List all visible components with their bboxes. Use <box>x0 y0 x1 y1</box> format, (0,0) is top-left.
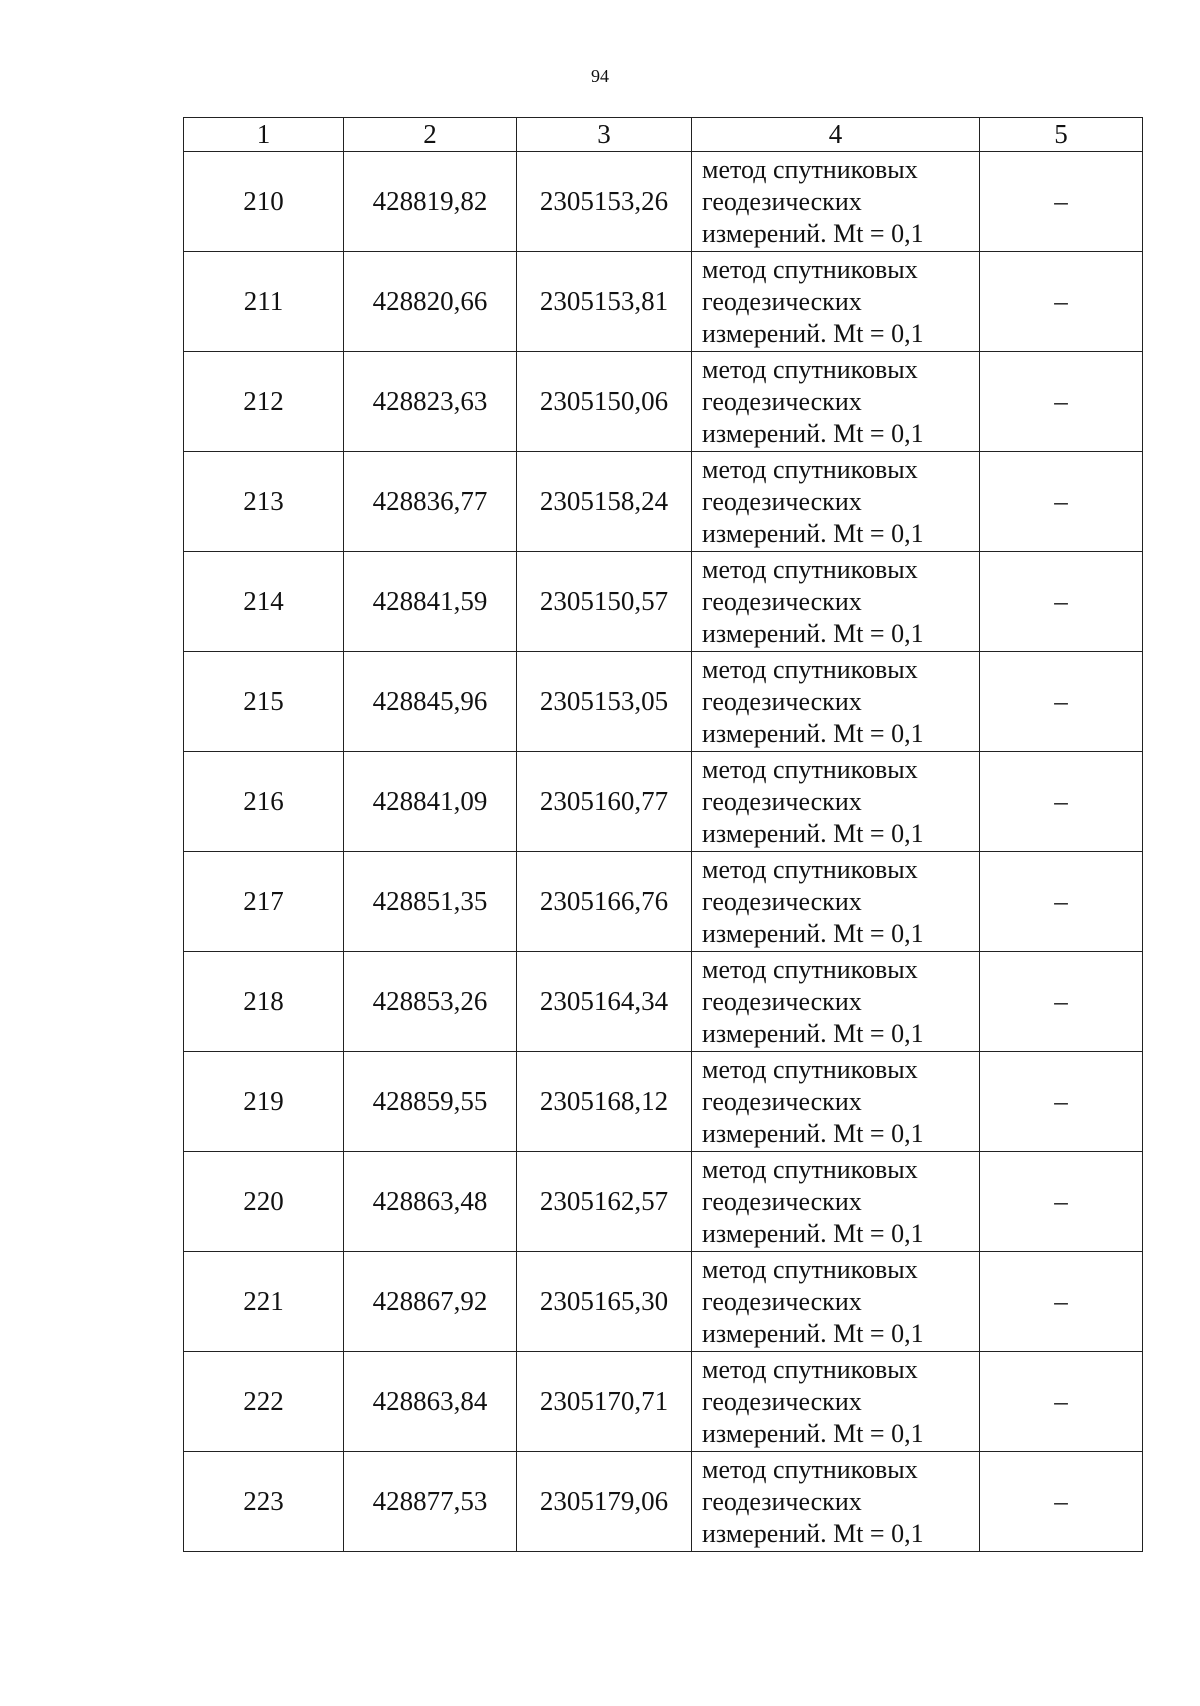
page-number: 94 <box>591 66 609 86</box>
method-line: метод спутниковых <box>702 1154 918 1184</box>
method-line: геодезических <box>702 986 862 1016</box>
point-number-cell: 219 <box>184 1052 344 1152</box>
method-line: измерений. Mt = 0,1 <box>702 1118 924 1148</box>
method-line: метод спутниковых <box>702 554 918 584</box>
point-number-cell: 216 <box>184 752 344 852</box>
method-line: геодезических <box>702 586 862 616</box>
method-cell <box>692 1152 980 1252</box>
note-cell: – <box>980 352 1143 452</box>
method-cell <box>692 452 980 552</box>
method-cell <box>692 652 980 752</box>
note-cell: – <box>980 252 1143 352</box>
x-coordinate-cell: 428867,92 <box>344 1252 517 1352</box>
point-number-cell: 222 <box>184 1352 344 1452</box>
point-number-cell: 223 <box>184 1452 344 1552</box>
point-number-cell: 215 <box>184 652 344 752</box>
method-line: измерений. Mt = 0,1 <box>702 918 924 948</box>
note-cell: – <box>980 1052 1143 1152</box>
y-coordinate-cell: 2305153,26 <box>517 152 692 252</box>
point-number-cell: 217 <box>184 852 344 952</box>
method-line: метод спутниковых <box>702 354 918 384</box>
note-cell: – <box>980 952 1143 1052</box>
column-header: 2 <box>344 118 517 152</box>
method-line: измерений. Mt = 0,1 <box>702 718 924 748</box>
method-line: метод спутниковых <box>702 454 918 484</box>
method-cell <box>692 852 980 952</box>
x-coordinate-cell: 428820,66 <box>344 252 517 352</box>
method-line: измерений. Mt = 0,1 <box>702 1518 924 1548</box>
x-coordinate-cell: 428859,55 <box>344 1052 517 1152</box>
y-coordinate-cell: 2305158,24 <box>517 452 692 552</box>
note-cell: – <box>980 1152 1143 1252</box>
y-coordinate-cell: 2305160,77 <box>517 752 692 852</box>
table-row <box>184 352 1143 452</box>
table-row <box>184 152 1143 252</box>
method-line: метод спутниковых <box>702 954 918 984</box>
method-cell <box>692 552 980 652</box>
x-coordinate-cell: 428877,53 <box>344 1452 517 1552</box>
x-coordinate-cell: 428823,63 <box>344 352 517 452</box>
note-cell: – <box>980 752 1143 852</box>
method-line: метод спутниковых <box>702 1254 918 1284</box>
table-row <box>184 1352 1143 1452</box>
coordinates-table <box>183 117 1143 1552</box>
method-line: метод спутниковых <box>702 1054 918 1084</box>
method-line: метод спутниковых <box>702 1454 918 1484</box>
y-coordinate-cell: 2305166,76 <box>517 852 692 952</box>
point-number-cell: 220 <box>184 1152 344 1252</box>
method-line: измерений. Mt = 0,1 <box>702 218 924 248</box>
method-line: геодезических <box>702 1086 862 1116</box>
column-header: 1 <box>184 118 344 152</box>
point-number-cell: 210 <box>184 152 344 252</box>
table-header-row <box>184 118 1143 152</box>
method-line: измерений. Mt = 0,1 <box>702 818 924 848</box>
method-line: измерений. Mt = 0,1 <box>702 618 924 648</box>
table-row <box>184 952 1143 1052</box>
table-row <box>184 752 1143 852</box>
note-cell: – <box>980 552 1143 652</box>
y-coordinate-cell: 2305150,57 <box>517 552 692 652</box>
point-number-cell: 221 <box>184 1252 344 1352</box>
x-coordinate-cell: 428863,84 <box>344 1352 517 1452</box>
y-coordinate-cell: 2305153,81 <box>517 252 692 352</box>
method-line: метод спутниковых <box>702 1354 918 1384</box>
column-header: 3 <box>517 118 692 152</box>
method-line: геодезических <box>702 886 862 916</box>
column-header: 5 <box>980 118 1143 152</box>
point-number-cell: 218 <box>184 952 344 1052</box>
table-row <box>184 252 1143 352</box>
table-row <box>184 1152 1143 1252</box>
note-cell: – <box>980 152 1143 252</box>
method-line: метод спутниковых <box>702 654 918 684</box>
table-row <box>184 852 1143 952</box>
method-line: измерений. Mt = 0,1 <box>702 1318 924 1348</box>
point-number-cell: 214 <box>184 552 344 652</box>
method-line: метод спутниковых <box>702 154 918 184</box>
method-line: метод спутниковых <box>702 754 918 784</box>
table-row <box>184 1252 1143 1352</box>
method-cell <box>692 1052 980 1152</box>
method-line: геодезических <box>702 186 862 216</box>
method-cell <box>692 352 980 452</box>
table-row <box>184 1052 1143 1152</box>
method-line: геодезических <box>702 286 862 316</box>
method-line: метод спутниковых <box>702 854 918 884</box>
method-cell <box>692 1452 980 1552</box>
x-coordinate-cell: 428819,82 <box>344 152 517 252</box>
method-cell <box>692 1352 980 1452</box>
y-coordinate-cell: 2305179,06 <box>517 1452 692 1552</box>
method-line: измерений. Mt = 0,1 <box>702 318 924 348</box>
x-coordinate-cell: 428853,26 <box>344 952 517 1052</box>
method-line: геодезических <box>702 686 862 716</box>
note-cell: – <box>980 652 1143 752</box>
method-cell <box>692 1252 980 1352</box>
point-number-cell: 213 <box>184 452 344 552</box>
note-cell: – <box>980 1352 1143 1452</box>
x-coordinate-cell: 428841,09 <box>344 752 517 852</box>
method-cell <box>692 252 980 352</box>
table-row <box>184 1452 1143 1552</box>
x-coordinate-cell: 428841,59 <box>344 552 517 652</box>
y-coordinate-cell: 2305153,05 <box>517 652 692 752</box>
y-coordinate-cell: 2305150,06 <box>517 352 692 452</box>
method-line: измерений. Mt = 0,1 <box>702 518 924 548</box>
table-row <box>184 452 1143 552</box>
note-cell: – <box>980 452 1143 552</box>
y-coordinate-cell: 2305170,71 <box>517 1352 692 1452</box>
method-line: геодезических <box>702 1286 862 1316</box>
method-line: геодезических <box>702 1386 862 1416</box>
method-cell <box>692 752 980 852</box>
note-cell: – <box>980 1452 1143 1552</box>
y-coordinate-cell: 2305165,30 <box>517 1252 692 1352</box>
y-coordinate-cell: 2305164,34 <box>517 952 692 1052</box>
method-line: измерений. Mt = 0,1 <box>702 1018 924 1048</box>
x-coordinate-cell: 428845,96 <box>344 652 517 752</box>
method-line: измерений. Mt = 0,1 <box>702 1218 924 1248</box>
method-line: геодезических <box>702 486 862 516</box>
y-coordinate-cell: 2305168,12 <box>517 1052 692 1152</box>
y-coordinate-cell: 2305162,57 <box>517 1152 692 1252</box>
table-row <box>184 652 1143 752</box>
method-cell <box>692 952 980 1052</box>
point-number-cell: 211 <box>184 252 344 352</box>
point-number-cell: 212 <box>184 352 344 452</box>
method-line: геодезических <box>702 386 862 416</box>
method-line: измерений. Mt = 0,1 <box>702 1418 924 1448</box>
table-row <box>184 552 1143 652</box>
method-line: измерений. Mt = 0,1 <box>702 418 924 448</box>
method-line: геодезических <box>702 786 862 816</box>
x-coordinate-cell: 428863,48 <box>344 1152 517 1252</box>
column-header: 4 <box>692 118 980 152</box>
x-coordinate-cell: 428851,35 <box>344 852 517 952</box>
method-cell <box>692 152 980 252</box>
method-line: геодезических <box>702 1486 862 1516</box>
note-cell: – <box>980 852 1143 952</box>
method-line: геодезических <box>702 1186 862 1216</box>
table-body <box>184 152 1143 1552</box>
method-line: метод спутниковых <box>702 254 918 284</box>
note-cell: – <box>980 1252 1143 1352</box>
x-coordinate-cell: 428836,77 <box>344 452 517 552</box>
